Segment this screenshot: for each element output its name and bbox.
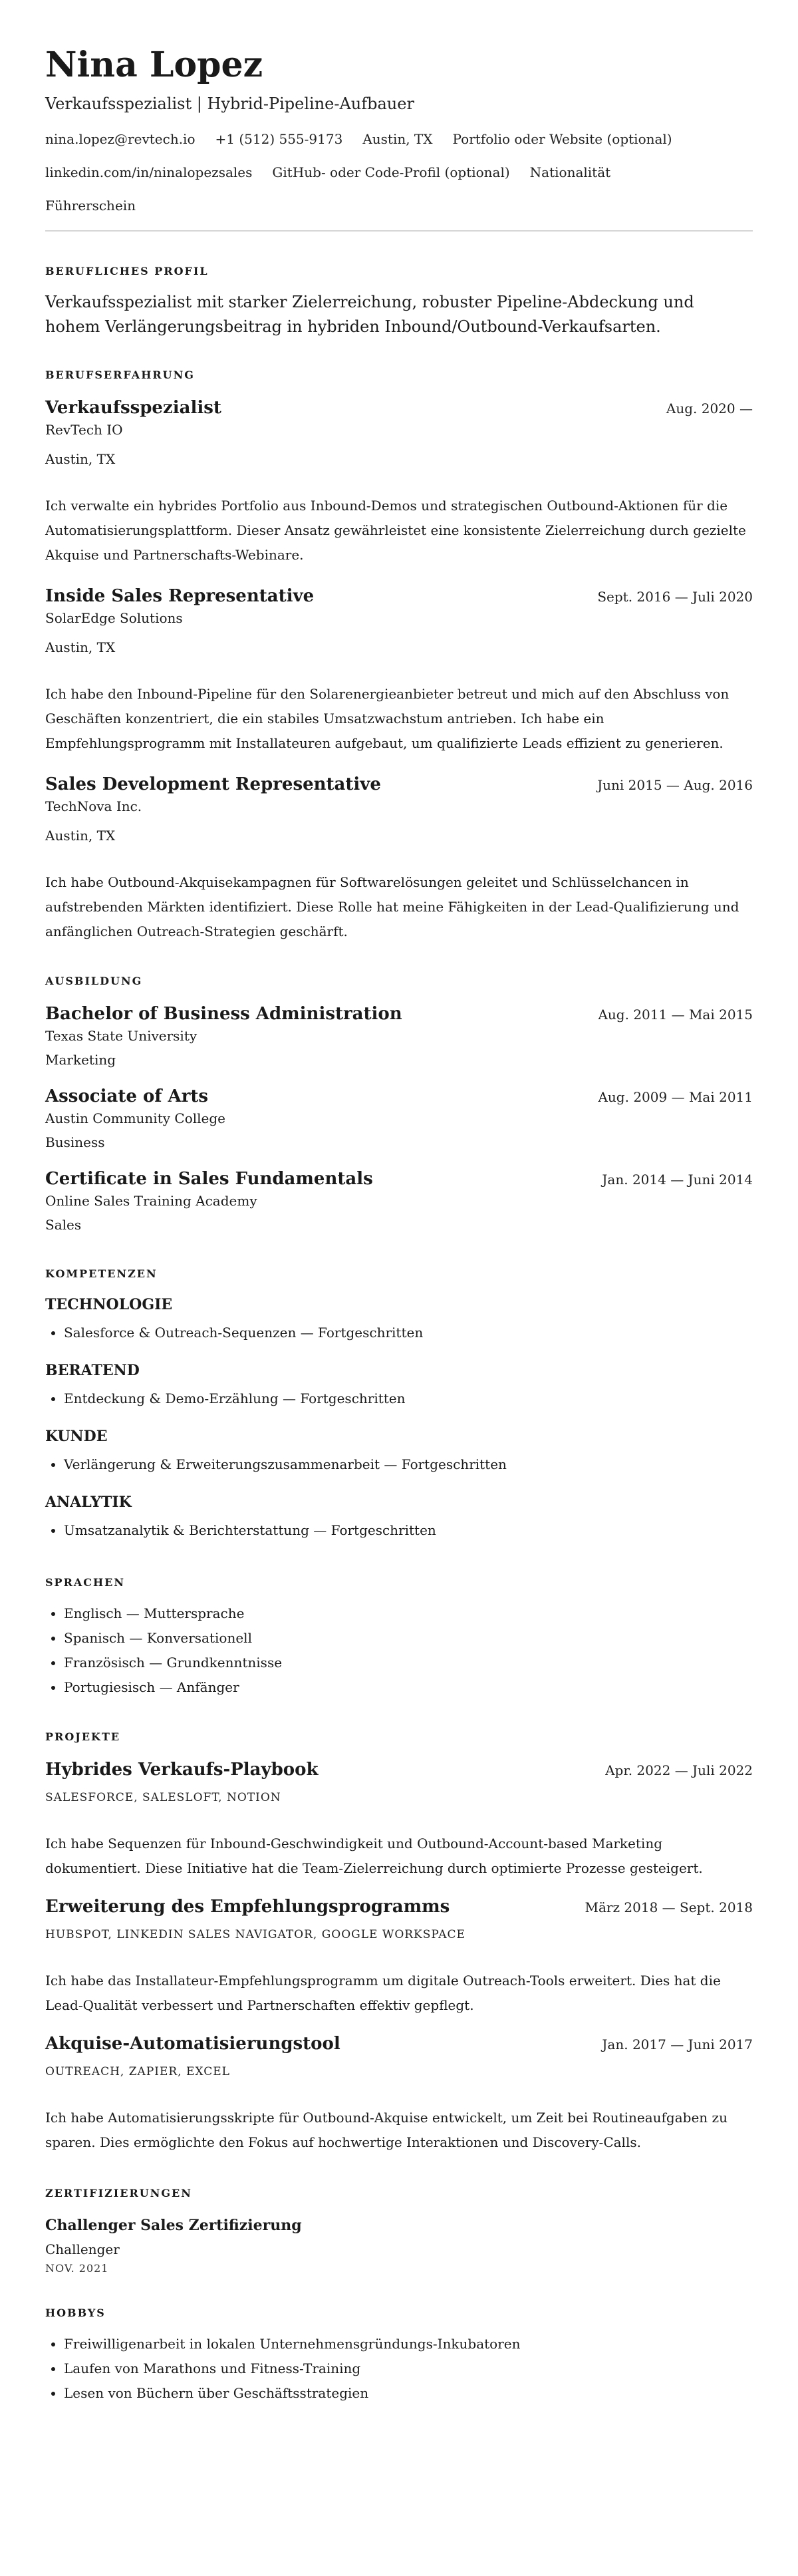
education-entry [45, 1168, 753, 1234]
experience-section-title: BERUFSERFAHRUNG [45, 369, 195, 381]
language-item: • Spanisch — Konversationell [64, 1626, 753, 1651]
contact-nationality: Nationalität [529, 164, 611, 180]
skill-item: • Salesforce & Outreach-Sequenzen — Fortgeschritten [64, 1321, 753, 1345]
contact-github: GitHub- oder Code-Profil (optional) [272, 164, 510, 180]
job-dates: Sept. 2016 — Juli 2020 [597, 589, 753, 605]
education-dates: Aug. 2009 — Mai 2011 [598, 1089, 753, 1105]
degree-title: Associate of Arts [45, 1086, 209, 1106]
language-item: • Portugiesisch — Anfänger [64, 1675, 753, 1700]
skill-list [45, 1386, 753, 1411]
skill-category-title: ANALYTIK [45, 1494, 132, 1511]
job-location: Austin, TX [45, 828, 116, 844]
contact-location: Austin, TX [362, 131, 433, 147]
certification-name: Challenger Sales Zertifizierung [45, 2217, 302, 2234]
experience-entry [45, 397, 753, 567]
entry-header [45, 1895, 753, 1918]
job-location: Austin, TX [45, 639, 116, 655]
contact-email[interactable]: nina.lopez@revtech.io [45, 131, 196, 147]
contact-info [45, 130, 753, 214]
hobby-item: • Freiwilligenarbeit in lokalen Unternehmensgründungs-Inkubatoren [64, 2332, 753, 2356]
entry-header [45, 773, 753, 796]
project-entry [45, 1895, 753, 2018]
entry-header [45, 2032, 753, 2055]
skill-category-title: BERATEND [45, 1362, 140, 1379]
header-divider [45, 230, 753, 232]
project-name: Erweiterung des Empfehlungsprogramms [45, 1897, 450, 1917]
skill-item: • Verlängerung & Erweiterungszusammenarbeit — Fortgeschritten [64, 1452, 753, 1477]
entry-header [45, 1758, 753, 1781]
entry-header [45, 1168, 753, 1190]
language-item: • Französisch — Grundkenntnisse [64, 1651, 753, 1675]
skill-list [45, 1452, 753, 1477]
contact-row [45, 197, 753, 214]
job-title: Verkaufsspezialist [45, 398, 221, 418]
job-description: Ich verwalte ein hybrides Portfolio aus Inbound-Demos und strategischen Outbound-Aktionen für die Automatisierungsplattform. Dieser Ansatz gewährleistet eine konsistente Zielerreichung durch gezielte Akquise und Partnerschafts-Webinare. [45, 498, 746, 563]
contact-linkedin[interactable]: linkedin.com/in/ninalopezsales [45, 164, 253, 180]
project-entry [45, 2032, 753, 2155]
hobby-item: • Laufen von Marathons und Fitness-Training [64, 2356, 753, 2381]
languages-section-title: SPRACHEN [45, 1576, 125, 1589]
skill-list [45, 1321, 753, 1345]
skill-list [45, 1518, 753, 1543]
language-item: • Englisch — Muttersprache [64, 1601, 753, 1626]
contact-row [45, 164, 753, 181]
project-dates: Apr. 2022 — Juli 2022 [605, 1762, 753, 1778]
job-company: RevTech IO [45, 422, 123, 438]
skill-item: • Entdeckung & Demo-Erzählung — Fortgeschritten [64, 1386, 753, 1411]
school-name: Austin Community College [45, 1110, 225, 1126]
entry-header [45, 1003, 753, 1025]
project-description: Ich habe Automatisierungsskripte für Outbound-Akquise entwickelt, um Zeit bei Routineaufgaben zu sparen. Dies ermöglichte den Fokus auf hochwertige Interaktionen und Discovery-Calls. [45, 2110, 728, 2150]
project-entry [45, 1758, 753, 1881]
education-dates: Aug. 2011 — Mai 2015 [598, 1007, 753, 1023]
candidate-headline: Verkaufsspezialist | Hybrid-Pipeline-Aufbauer [45, 94, 414, 113]
entry-header [45, 397, 753, 419]
project-tech: SALESFORCE, SALESLOFT, NOTION [45, 1791, 281, 1804]
experience-entry [45, 585, 753, 756]
candidate-name: Nina Lopez [45, 45, 263, 85]
job-location: Austin, TX [45, 451, 116, 467]
education-entry [45, 1003, 753, 1069]
hobby-item: • Lesen von Büchern über Geschäftsstrategien [64, 2381, 753, 2406]
job-dates: Juni 2015 — Aug. 2016 [597, 777, 753, 793]
experience-entry [45, 773, 753, 944]
project-dates: Jan. 2017 — Juni 2017 [602, 2036, 753, 2052]
project-tech: OUTREACH, ZAPIER, EXCEL [45, 2065, 230, 2078]
contact-license: Führerschein [45, 198, 136, 214]
job-company: TechNova Inc. [45, 798, 142, 814]
skill-item: • Umsatzanalytik & Berichterstattung — Fortgeschritten [64, 1518, 753, 1543]
project-tech: HUBSPOT, LINKEDIN SALES NAVIGATOR, GOOGLE WORKSPACE [45, 1928, 466, 1941]
job-title: Sales Development Representative [45, 774, 381, 794]
job-description: Ich habe den Inbound-Pipeline für den Solarenergieanbieter betreut und mich auf den Abschluss von Geschäften konzentriert, die ein stabiles Umsatzwachstum antrieben. Ich habe ein Empfehlungsprogramm mit Installateuren aufgebaut, um qualifizierte Leads effizient zu generieren. [45, 686, 730, 751]
study-field: Marketing [45, 1052, 116, 1068]
skill-category-title: KUNDE [45, 1428, 108, 1445]
degree-title: Certificate in Sales Fundamentals [45, 1169, 373, 1189]
contact-phone[interactable]: +1 (512) 555-9173 [215, 131, 343, 147]
degree-title: Bachelor of Business Administration [45, 1004, 402, 1024]
project-name: Akquise-Automatisierungstool [45, 2034, 340, 2054]
project-description: Ich habe das Installateur-Empfehlungsprogramm um digitale Outreach-Tools erweitert. Dies hat die Lead-Qualität verbessert und Partnerschaften effektiv gepflegt. [45, 1973, 721, 2013]
job-dates: Aug. 2020 — [666, 401, 753, 416]
skills-section-title: KOMPETENZEN [45, 1267, 158, 1280]
projects-section-title: PROJEKTE [45, 1730, 121, 1743]
entry-header [45, 585, 753, 607]
education-section-title: AUSBILDUNG [45, 975, 143, 987]
certification-date: NOV. 2021 [45, 2262, 109, 2275]
profile-section-title: BERUFLICHES PROFIL [45, 265, 209, 277]
project-description: Ich habe Sequenzen für Inbound-Geschwindigkeit und Outbound-Account-based Marketing dokumentiert. Diese Initiative hat die Team-Zielerreichung durch optimierte Prozesse gesteigert. [45, 1836, 703, 1876]
school-name: Texas State University [45, 1028, 198, 1044]
contact-portfolio: Portfolio oder Website (optional) [452, 131, 672, 147]
job-company: SolarEdge Solutions [45, 610, 183, 626]
entry-header [45, 1085, 753, 1108]
school-name: Online Sales Training Academy [45, 1193, 257, 1209]
hobby-list [45, 2332, 753, 2406]
education-dates: Jan. 2014 — Juni 2014 [602, 1172, 753, 1188]
job-title: Inside Sales Representative [45, 586, 315, 606]
hobbies-section-title: HOBBYS [45, 2307, 106, 2319]
certification-issuer: Challenger [45, 2241, 120, 2257]
study-field: Sales [45, 1217, 82, 1233]
job-description: Ich habe Outbound-Akquisekampagnen für Softwarelösungen geleitet und Schlüsselchancen in aufstrebenden Märkten identifiziert. Diese Rolle hat meine Fähigkeiten in der Lead-Qualifizierung und anfänglichen Outreach-Strategien geschärft. [45, 874, 739, 939]
study-field: Business [45, 1134, 105, 1150]
contact-row [45, 130, 753, 148]
skill-category-title: TECHNOLOGIE [45, 1296, 173, 1313]
education-entry [45, 1085, 753, 1152]
project-dates: März 2018 — Sept. 2018 [585, 1899, 753, 1915]
project-name: Hybrides Verkaufs-Playbook [45, 1760, 319, 1780]
profile-text: Verkaufsspezialist mit starker Zielerreichung, robuster Pipeline-Abdeckung und hohem Verlängerungsbeitrag in hybriden Inbound/Outbound-Verkaufsarten. [45, 293, 694, 336]
certifications-section-title: ZERTIFIZIERUNGEN [45, 2187, 192, 2199]
language-list [45, 1601, 753, 1700]
